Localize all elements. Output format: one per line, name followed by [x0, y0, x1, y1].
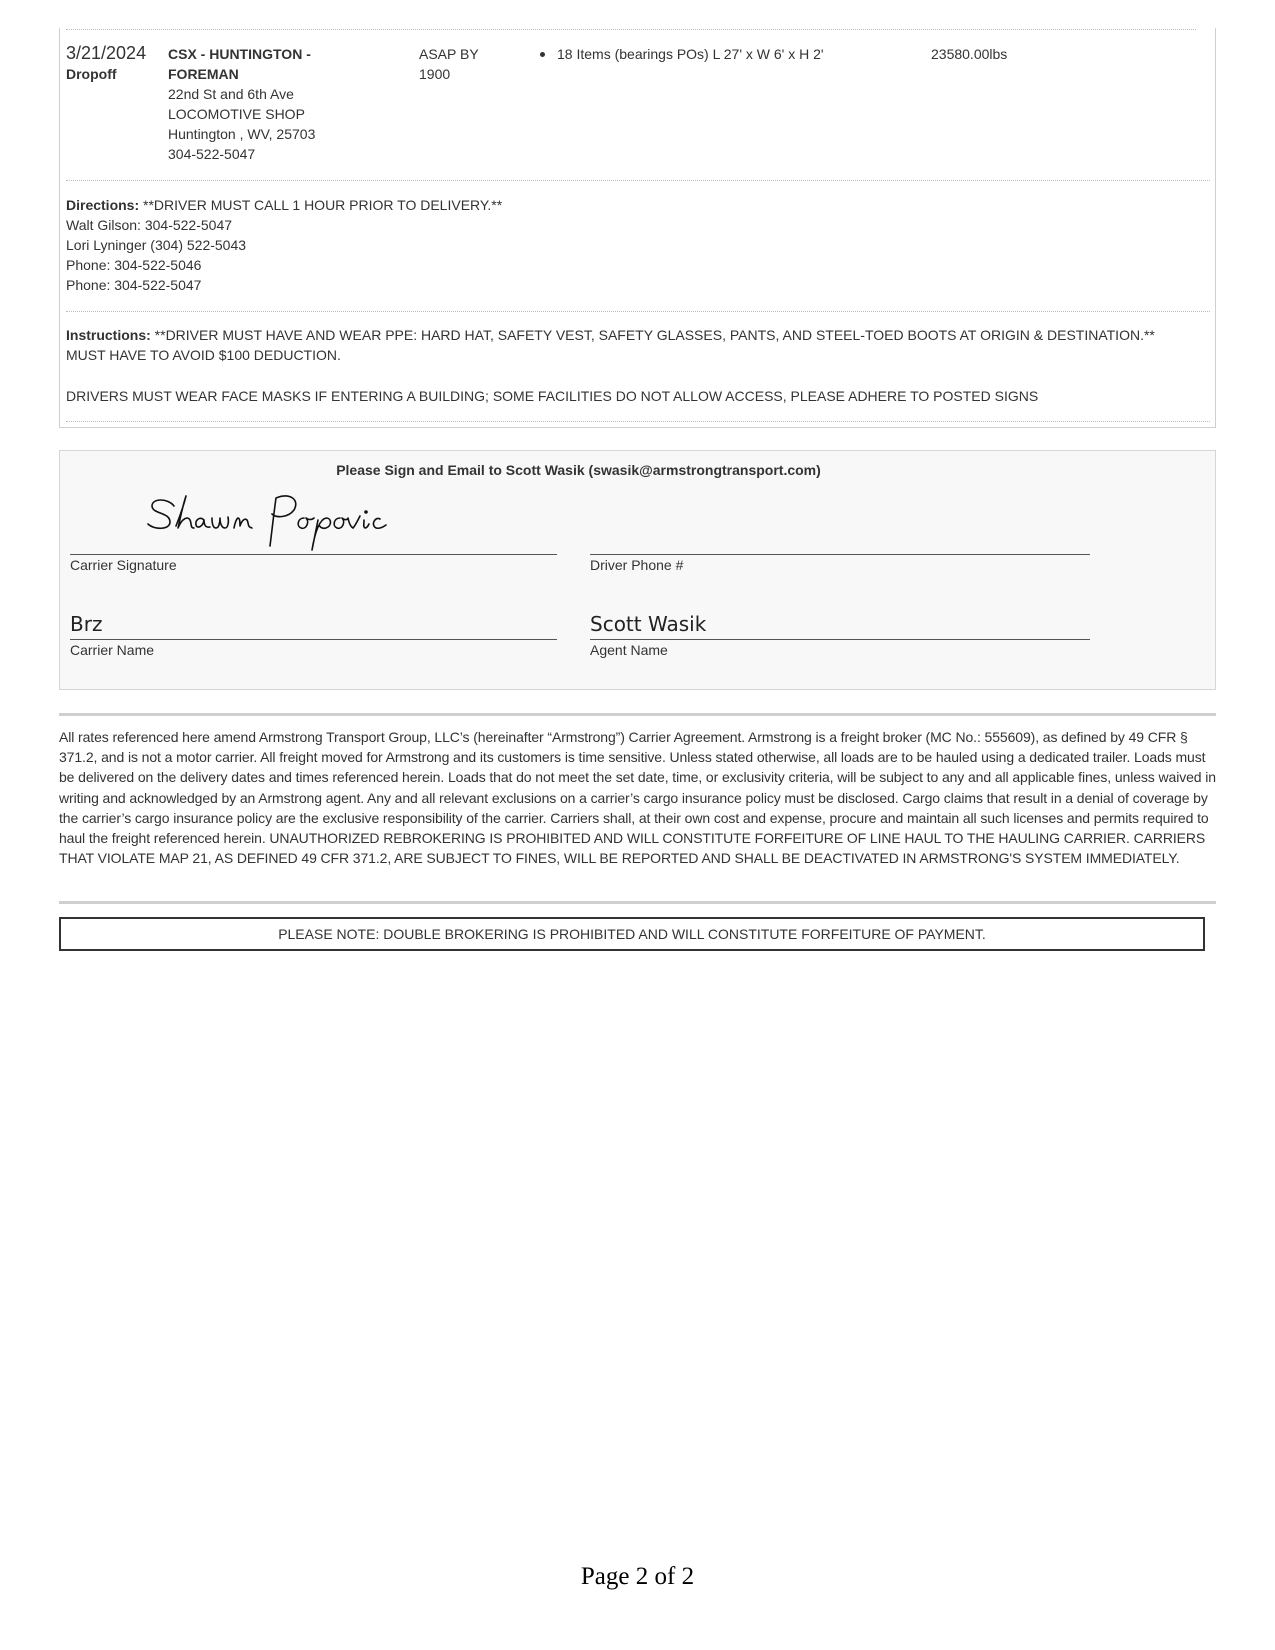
- divider: [59, 713, 1216, 716]
- agent-name-value: Scott Wasik: [590, 612, 707, 636]
- facility-name-line1: CSX - HUNTINGTON -: [168, 46, 311, 62]
- stop-type: Dropoff: [66, 66, 117, 82]
- agent-name-label: Agent Name: [590, 642, 668, 658]
- driver-phone-line[interactable]: [590, 554, 1090, 555]
- page-number: Page 2 of 2: [580, 1563, 695, 1590]
- directions-line: Phone: 304-522-5047: [66, 277, 202, 293]
- carrier-signature-image: [140, 490, 400, 552]
- item-weight: 23580.00lbs: [931, 46, 1008, 62]
- item-description: 18 Items (bearings POs) L 27' x W 6' x H 2': [557, 46, 824, 62]
- facility-address2: LOCOMOTIVE SHOP: [168, 106, 305, 122]
- instructions-line: MUST HAVE TO AVOID $100 DEDUCTION.: [66, 347, 341, 363]
- carrier-name-value: Brz: [70, 612, 103, 636]
- divider: [66, 180, 1210, 181]
- facility-name-line2: FOREMAN: [168, 66, 239, 82]
- driver-phone-label: Driver Phone #: [590, 557, 684, 573]
- instructions-text: **DRIVER MUST HAVE AND WEAR PPE: HARD HAT, SAFETY VEST, SAFETY GLASSES, PANTS, AND STEEL-TOED BOOTS AT ORIGIN & DESTINATION.**: [154, 327, 1155, 343]
- carrier-signature-label: Carrier Signature: [70, 557, 177, 573]
- facility-address1: 22nd St and 6th Ave: [168, 86, 294, 102]
- legal-disclaimer: All rates referenced here amend Armstrong Transport Group, LLC’s (hereinafter “Armstrong”) Carrier Agreement. Armstrong is a freight broker (MC No.: 555609), as defined by 49 CFR § 371.2, and is not a motor carrier. All freight moved for Armstrong and its customers is time sensitive. Unless stated otherwise, all loads are to be hauled using a dedicated trailer. Loads must be delivered on the delivery dates and times referenced herein. Loads that do not meet the set date, time, or exclusivity criteria, will be subject to any and all applicable fines, unless waived in writing and acknowledged by an Armstrong agent. Any and all relevant exclusions on a carrier’s cargo insurance policy must be disclosed. Cargo claims that result in a denial of coverage by the carrier’s cargo insurance policy are the exclusive responsibility of the carrier. Carriers shall, at their own cost and expense, procure and maintain all such licenses and permits required to haul the freight referenced herein. UNAUTHORIZED REBROKERING IS PROHIBITED AND WILL CONSTITUTE FORFEITURE OF LINE HAUL TO THE HAULING CARRIER. CARRIERS THAT VIOLATE MAP 21, AS DEFINED 49 CFR 371.2, ARE SUBJECT TO FINES, WILL BE REPORTED AND SHALL BE DEACTIVATED IN ARMSTRONG'S SYSTEM IMMEDIATELY.: [59, 729, 1216, 867]
- directions-heading: [66, 195, 502, 215]
- divider: [66, 311, 1210, 312]
- bullet-icon: [540, 52, 545, 57]
- instructions-line: DRIVERS MUST WEAR FACE MASKS IF ENTERING A BUILDING; SOME FACILITIES DO NOT ALLOW ACCESS, PLEASE ADHERE TO POSTED SIGNS: [66, 388, 1039, 404]
- divider: [59, 901, 1216, 904]
- directions-line: Walt Gilson: 304-522-5047: [66, 217, 233, 233]
- divider: [66, 29, 1196, 30]
- carrier-name-line[interactable]: [70, 639, 557, 640]
- directions-text: **DRIVER MUST CALL 1 HOUR PRIOR TO DELIVERY.**: [143, 197, 503, 213]
- delivery-time-line1: ASAP BY: [419, 46, 479, 62]
- carrier-signature-line[interactable]: [70, 554, 557, 555]
- directions-line: Lori Lyninger (304) 522-5043: [66, 237, 247, 253]
- stop-date: 3/21/2024: [66, 43, 147, 63]
- carrier-name-label: Carrier Name: [70, 642, 155, 658]
- instructions-label: Instructions:: [66, 327, 151, 343]
- directions-label: Directions:: [66, 197, 140, 213]
- directions-line: Phone: 304-522-5046: [66, 257, 202, 273]
- signature-instructions: Please Sign and Email to Scott Wasik (swasik@armstrongtransport.com): [336, 462, 821, 478]
- double-brokering-notice: PLEASE NOTE: DOUBLE BROKERING IS PROHIBITED AND WILL CONSTITUTE FORFEITURE OF PAYMENT.: [59, 917, 1205, 951]
- facility-phone: 304-522-5047: [168, 146, 256, 162]
- divider: [66, 421, 1210, 422]
- delivery-time-line2: 1900: [419, 66, 451, 82]
- facility-city: Huntington , WV, 25703: [168, 126, 316, 142]
- instructions-heading: [66, 325, 1155, 345]
- agent-name-line[interactable]: [590, 639, 1090, 640]
